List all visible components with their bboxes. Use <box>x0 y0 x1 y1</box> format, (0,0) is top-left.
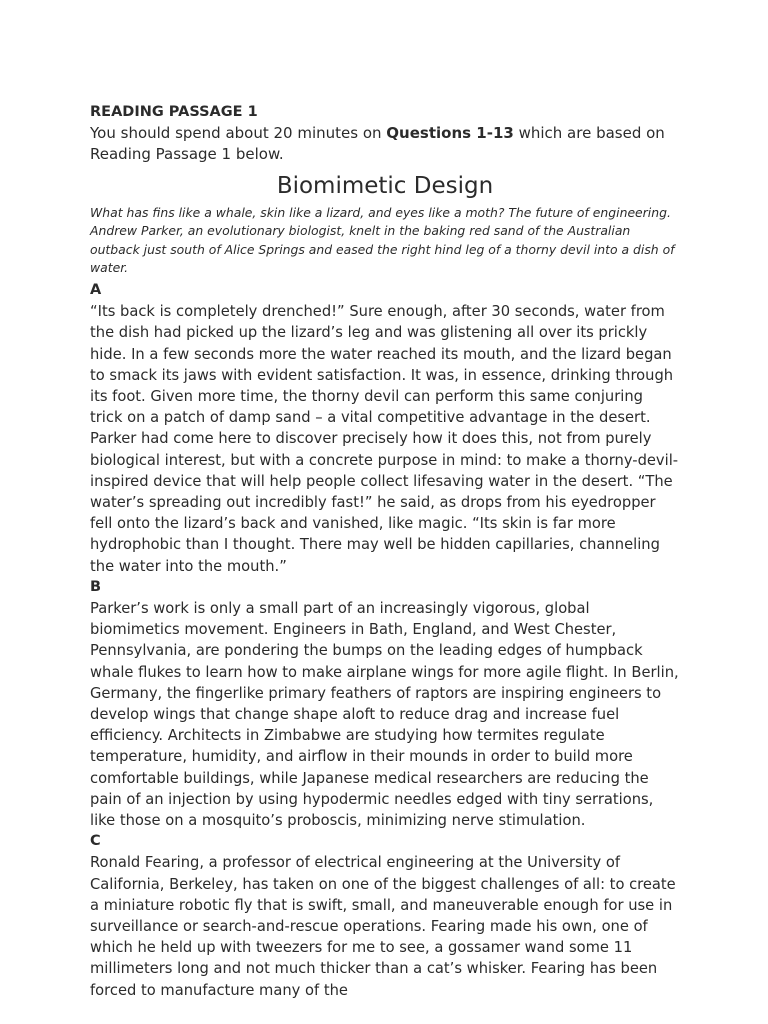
section-b <box>90 577 680 831</box>
instructions <box>90 123 680 166</box>
instructions-text-before: You should spend about 20 minutes on <box>90 124 387 142</box>
instructions-text-after: which are based on Reading Passage 1 below. <box>90 124 665 164</box>
section-paragraph: Ronald Fearing, a professor of electrical engineering at the University of California, Berkeley, has taken on one of the biggest challenges of all: to create a miniature robotic fly that is swift, small, and maneuverable enough for use in surveillance or search-and-rescue operations. Fearing made his own, one of which he held up with tweezers for me to see, a gossamer wand some 11 millimeters long and not much thicker than a cat’s whisker. Fearing has been forced to manufacture many of the <box>90 854 676 999</box>
instructions-questions-range: Questions 1-13 <box>386 124 514 142</box>
section-letter: B <box>90 578 102 595</box>
section-c <box>90 831 680 1001</box>
section-letter: A <box>90 281 102 298</box>
passage-label: READING PASSAGE 1 <box>90 104 258 120</box>
section-a <box>90 280 680 577</box>
passage-intro: What has fins like a whale, skin like a lizard, and eyes like a moth? The future of engineering. Andrew Parker, an evolutionary biologist, knelt in the baking red sand of the Australian outback just south of Alice Springs and eased the right hind leg of a thorny devil into a dish of water. <box>90 204 675 276</box>
reading-passage-page <box>90 102 680 1001</box>
section-letter: C <box>90 833 101 850</box>
section-paragraph: “Its back is completely drenched!” Sure enough, after 30 seconds, water from the dish had picked up the lizard’s leg and was glistening all over its prickly hide. In a few seconds more the water reached its mouth, and the lizard began to smack its jaws with evident satisfaction. It was, in essence, drinking through its foot. Given more time, the thorny devil can perform this same conjuring trick on a patch of damp sand – a vital competitive advantage in the desert. Parker had come here to discover precisely how it does this, not from purely biological interest, but with a concrete purpose in mind: to make a thorny-devil-inspired device that will help people collect lifesaving water in the desert. “The water’s spreading out incredibly fast!” he said, as drops from his eyedropper fell onto the lizard’s back and vanished, like magic. “Its skin is far more hydrophobic than I thought. There may well be hidden capillaries, channeling the water into the mouth.” <box>90 303 679 575</box>
section-paragraph: Parker’s work is only a small part of an increasingly vigorous, global biomimetics movement. Engineers in Bath, England, and West Chester, Pennsylvania, are pondering the bumps on the leading edges of humpback whale flukes to learn how to make airplane wings for more agile flight. In Berlin, Germany, the fingerlike primary feathers of raptors are inspiring engineers to develop wings that change shape aloft to reduce drag and increase fuel efficiency. Architects in Zimbabwe are studying how termites regulate temperature, humidity, and airflow in their mounds in order to build more comfortable buildings, while Japanese medical researchers are reducing the pain of an injection by using hypodermic needles edged with tiny serrations, like those on a mosquito’s proboscis, minimizing nerve stimulation. <box>90 600 679 830</box>
passage-title: Biomimetic Design <box>276 172 494 199</box>
